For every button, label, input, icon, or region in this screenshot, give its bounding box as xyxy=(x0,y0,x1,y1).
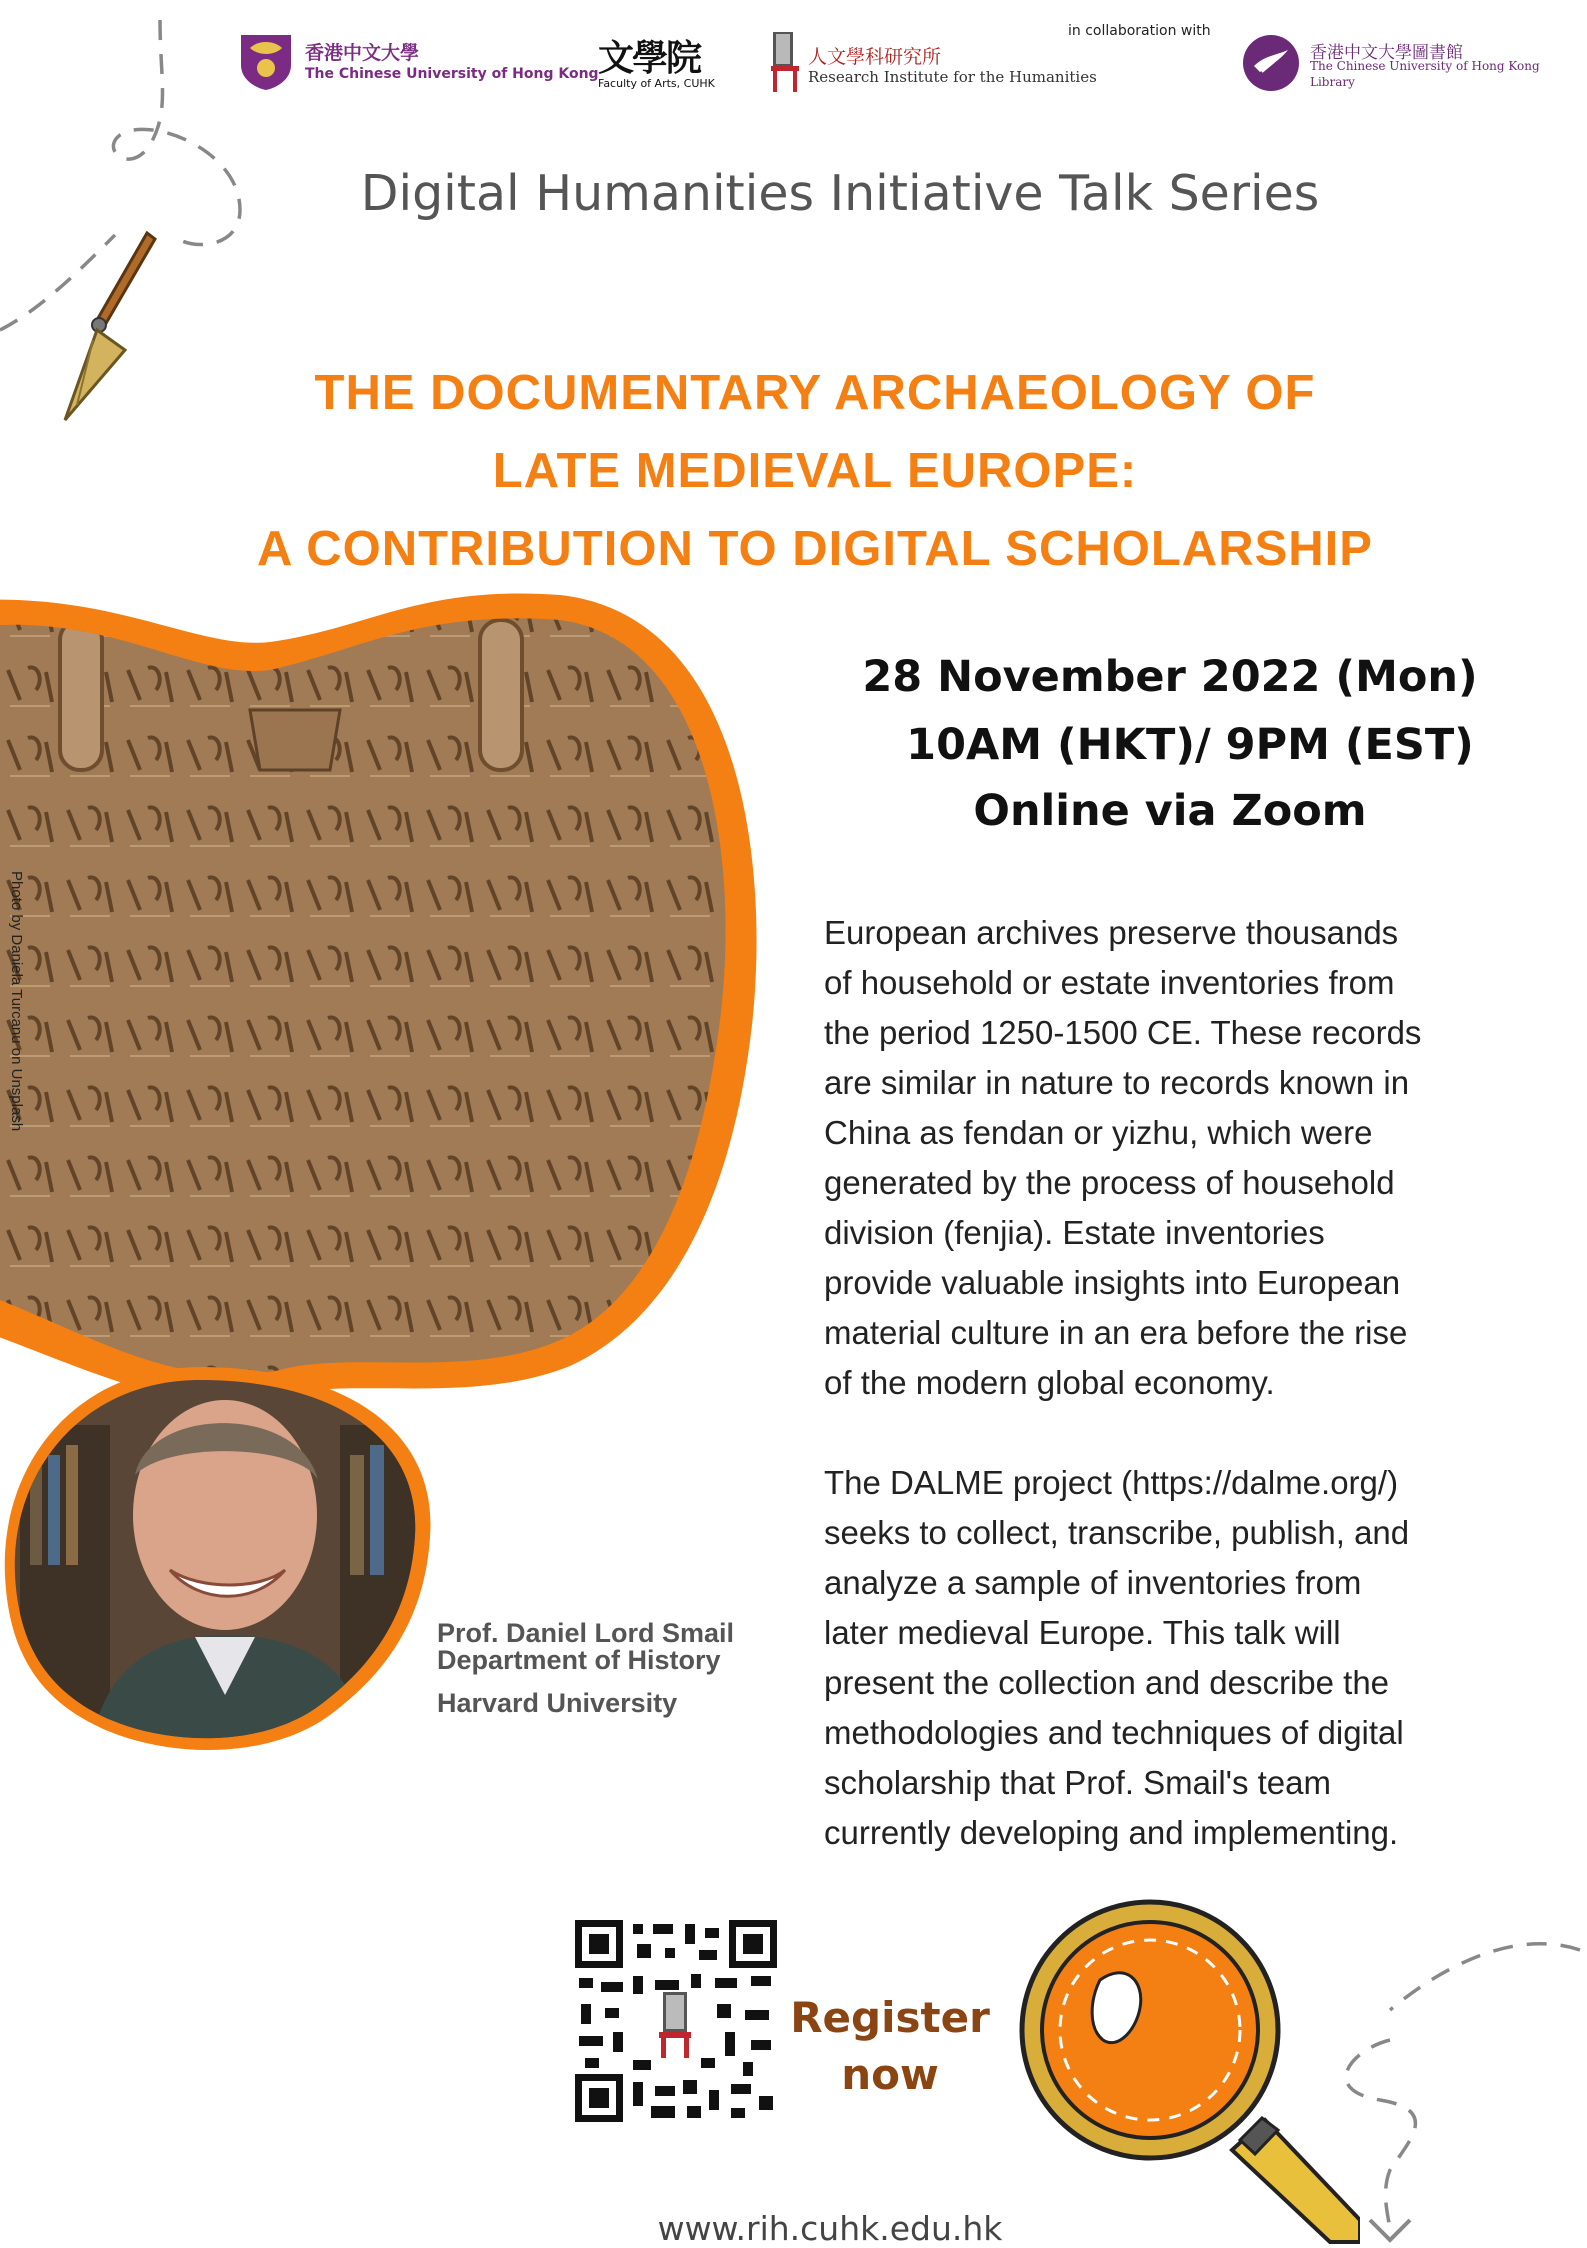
abstract-line: methodologies and techniques of digital xyxy=(824,1714,1404,1751)
cuhk-name-en: The Chinese University of Hong Kong xyxy=(305,66,599,82)
abstract-line: are similar in nature to records known in xyxy=(824,1064,1410,1101)
event-venue: Online via Zoom xyxy=(973,786,1367,836)
abstract-line: generated by the process of household xyxy=(824,1164,1395,1201)
photo-credit: Photo by Daniela Turcanu on Unsplash xyxy=(8,871,25,1132)
speaker-university: Harvard University xyxy=(437,1688,678,1718)
rih-chair-icon xyxy=(767,30,803,94)
speaker-department: Department of History xyxy=(437,1645,721,1675)
cuhk-crest-icon xyxy=(236,30,296,92)
talk-title-line2: LATE MEDIEVAL EUROPE: xyxy=(492,444,1138,498)
abstract-line: provide valuable insights into European xyxy=(824,1264,1401,1301)
talk-title-line3: A CONTRIBUTION TO DIGITAL SCHOLARSHIP xyxy=(257,522,1373,576)
arts-name-en: Faculty of Arts, CUHK xyxy=(598,77,715,90)
library-name-en-line2: Library xyxy=(1310,75,1355,89)
abstract-line: analyze a sample of inventories from xyxy=(824,1564,1362,1601)
abstract-line: currently developing and implementing. xyxy=(824,1814,1399,1851)
event-date: 28 November 2022 (Mon) xyxy=(862,652,1478,702)
arts-name-cn: 文學院 xyxy=(598,37,701,79)
abstract-line: of the modern global economy. xyxy=(824,1364,1275,1401)
abstract-line: later medieval Europe. This talk will xyxy=(824,1614,1341,1651)
registration-qr-code[interactable] xyxy=(575,1920,777,2122)
register-label-line1[interactable]: Register xyxy=(790,1993,990,2042)
cuhk-name-cn: 香港中文大學 xyxy=(305,42,420,64)
website-url[interactable]: www.rih.cuhk.edu.hk xyxy=(657,2209,1003,2248)
abstract-paragraph-2 xyxy=(824,1458,1544,1858)
series-title: Digital Humanities Initiative Talk Series xyxy=(360,165,1320,222)
abstract-line: of household or estate inventories from xyxy=(824,964,1395,1001)
abstract-line: present the collection and describe the xyxy=(824,1664,1390,1701)
talk-title-line1: THE DOCUMENTARY ARCHAEOLOGY OF xyxy=(314,366,1316,420)
speaker-photo xyxy=(0,1365,440,1755)
abstract-line: seeks to collect, transcribe, publish, and xyxy=(824,1514,1410,1551)
abstract-line: European archives preserve thousands xyxy=(824,914,1399,951)
event-time: 10AM (HKT)/ 9PM (EST) xyxy=(906,720,1474,770)
rih-name-en: Research Institute for the Humanities xyxy=(808,68,1097,86)
library-name-cn: 香港中文大學圖書館 xyxy=(1310,43,1463,63)
abstract-line: The DALME project (https://dalme.org/) xyxy=(824,1464,1399,1501)
register-label-line2[interactable]: now xyxy=(841,2050,939,2099)
cuhk-library-logo-icon xyxy=(1240,32,1302,94)
abstract-line: material culture in an era before the rise xyxy=(824,1314,1408,1351)
abstract-line: scholarship that Prof. Smail's team xyxy=(824,1764,1332,1801)
abstract-paragraph-1 xyxy=(824,908,1544,1408)
dashed-trail-bottom xyxy=(1290,1940,1587,2245)
library-name-en-line1: The Chinese University of Hong Kong xyxy=(1310,59,1540,73)
hieroglyph-stone-image xyxy=(0,580,760,1500)
abstract-line: division (fenjia). Estate inventories xyxy=(824,1214,1325,1251)
abstract-line: the period 1250-1500 CE. These records xyxy=(824,1014,1422,1051)
collaboration-label: in collaboration with xyxy=(1068,23,1211,39)
abstract-line: China as fendan or yizhu, which were xyxy=(824,1114,1373,1151)
rih-name-cn: 人文學科研究所 xyxy=(808,46,942,68)
speaker-name: Prof. Daniel Lord Smail xyxy=(437,1618,735,1648)
